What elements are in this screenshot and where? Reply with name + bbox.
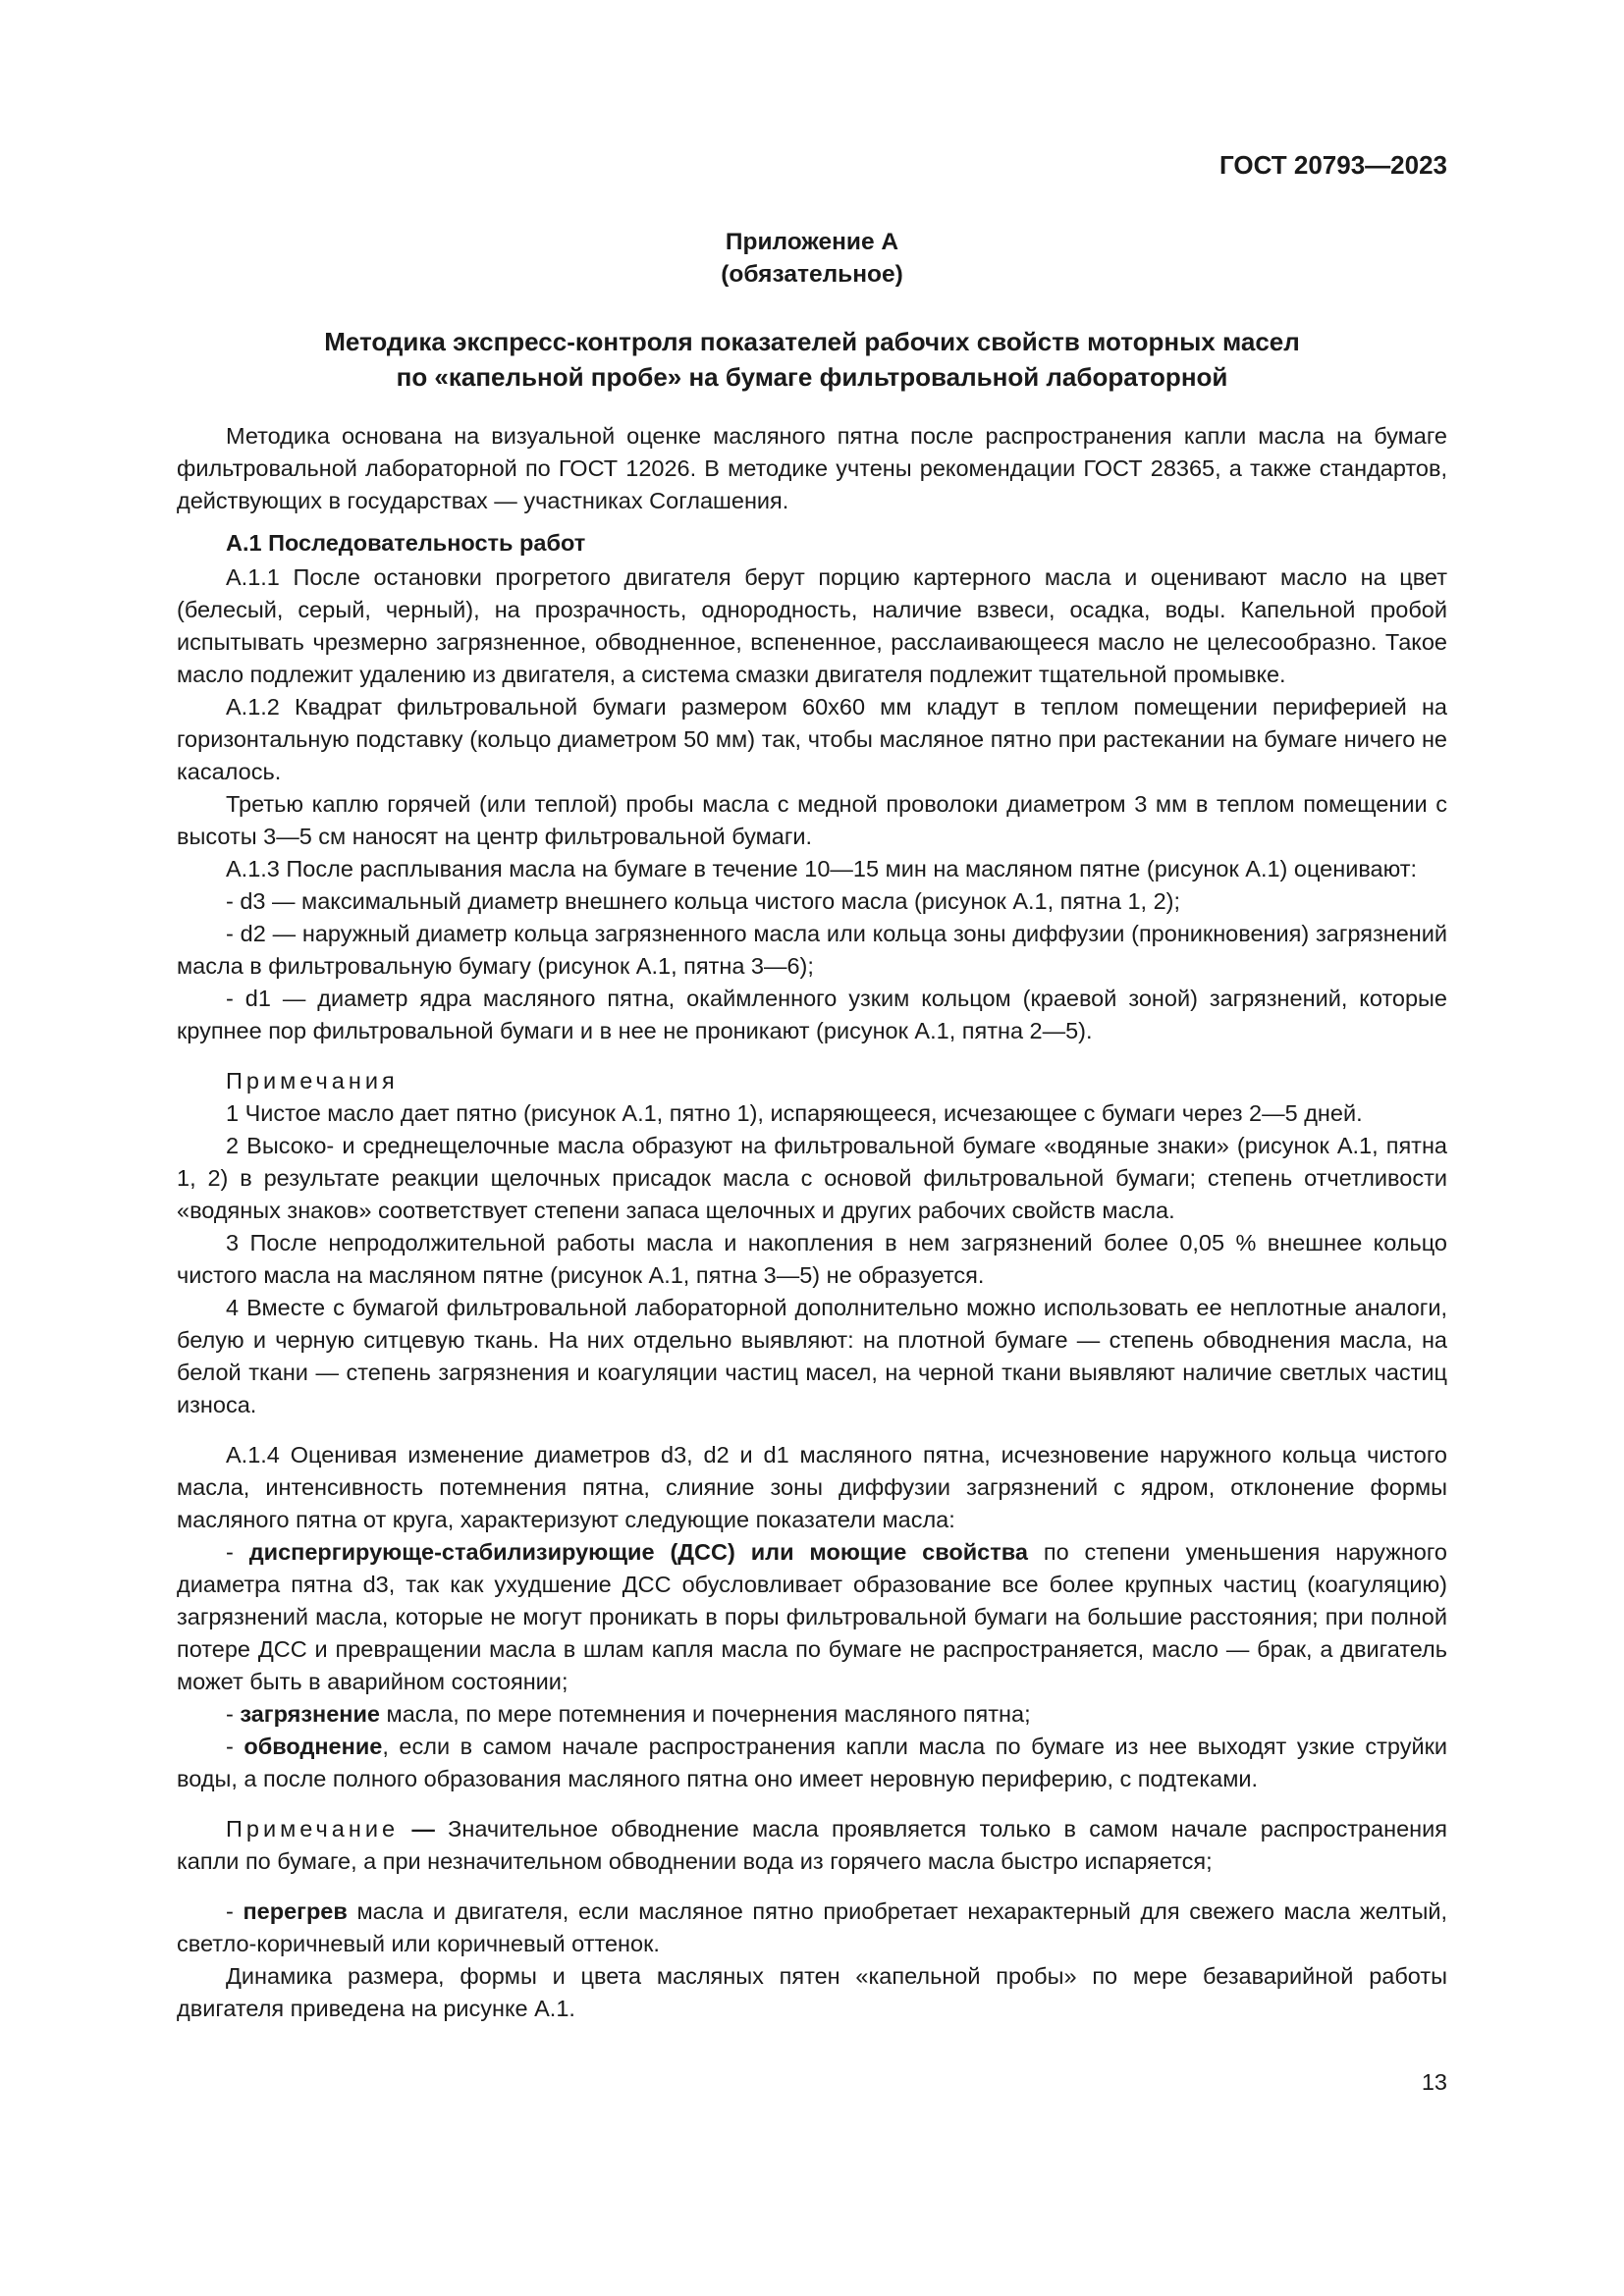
note-4: 4 Вместе с бумагой фильтровальной лабораторной дополнительно можно использовать ее неплотные аналоги, белую и черную ситцевую ткань. На них отдельно выявляют: на плотной бумаге — степень обводнения масла, на белой ткани — степень загрязнения и коагуляции частиц масел, на черной ткани выявляют наличие светлых частиц износа.	[177, 1295, 1447, 1417]
term-contamination: загрязнение	[240, 1701, 381, 1727]
intro-paragraph: Методика основана на визуальной оценке масляного пятна после распространения капли масла на бумаге фильтровальной лабораторной по ГОСТ 12026. В методике учтены рекомендации ГОСТ 28365, а также стандартов, действующих в государствах — участниках Соглашения.	[177, 423, 1447, 513]
list-item-contamination: - загрязнение масла, по мере потемнения и почернения масляного пятна;	[226, 1701, 1031, 1727]
appendix-status: (обязательное)	[721, 261, 903, 288]
note-3: 3 После непродолжительной работы масла и накопления в нем загрязнений более 0,05 % внешнее кольцо чистого масла на масляном пятне (рисунок А.1, пятна 3—5) не образуется.	[177, 1230, 1447, 1288]
notes-label: Примечания	[226, 1068, 399, 1094]
list-item-overheat: - перегрев масла и двигателя, если масляное пятно приобретает нехарактерный для свежего масла желтый, светло-коричневый или коричневый оттенок.	[177, 1898, 1447, 1956]
list-item-water: - обводнение, если в самом начале распространения капли масла по бумаге из нее выходят узкие струйки воды, а после полного образования масляного пятна оно имеет неровную периферию, с подтеками.	[177, 1734, 1447, 1791]
term-dss: диспергирующе-стабилизирующие (ДСС) или моющие свойства	[248, 1539, 1028, 1565]
list-item-dss: - диспергирующе-стабилизирующие (ДСС) или моющие свойства по степени уменьшения наружного диаметра пятна d3, так как ухудшение ДСС обусловливает образование все более крупных частиц (коагуляцию) загрязнений масла, которые не могут проникать в поры фильтровальной бумаги на большие расстояния; при полной потере ДСС и превращении масла в шлам капля масла по бумаге не распространяется, масло — брак, а двигатель может быть в аварийном состоянии;	[177, 1539, 1447, 1694]
text-dss: по степени уменьшения наружного диаметра пятна d3, так как ухудшение ДСС обусловливает образование все более крупных частиц (коагуляцию) загрязнений масла, которые не могут проникать в поры фильтровальной бумаги на большие расстояния; при полной потере ДСС и превращении масла в шлам капля масла по бумаге не распространяется, масло — брак, а двигатель может быть в аварийном состоянии;	[177, 1539, 1447, 1694]
appendix-title	[177, 226, 1447, 291]
note-label: Примечание	[226, 1816, 400, 1842]
page-number: 13	[1421, 2069, 1447, 2095]
document-code: ГОСТ 20793—2023	[1219, 150, 1447, 180]
section-heading-a1: А.1 Последовательность работ	[226, 530, 586, 556]
paragraph-drop: Третью каплю горячей (или теплой) пробы масла с медной проволоки диаметром 3 мм в теплом помещении с высоты 3—5 см наносят на центр фильтровальной бумаги.	[177, 791, 1447, 849]
term-water: обводнение	[244, 1734, 383, 1759]
text-water: , если в самом начале распространения капли масла по бумаге из нее выходят узкие струйки воды, а после полного образования масляного пятна оно имеет неровную периферию, с подтеками.	[177, 1734, 1447, 1791]
method-title-line-1: Методика экспресс-контроля показателей рабочих свойств моторных масел	[324, 327, 1300, 356]
text-overheat: масла и двигателя, если масляное пятно приобретает нехарактерный для свежего масла желтый, светло-коричневый или коричневый оттенок.	[177, 1898, 1447, 1956]
paragraph-a113: А.1.3 После расплывания масла на бумаге в течение 10—15 мин на масляном пятне (рисунок А.1) оценивают:	[226, 856, 1418, 881]
note-dash: —	[399, 1816, 449, 1842]
paragraph-a112: А.1.2 Квадрат фильтровальной бумаги размером 60х60 мм кладут в теплом помещении периферией на горизонтальную подставку (кольцо диаметром 50 мм) так, чтобы масляное пятно при растекании на бумаге ничего не касалось.	[177, 694, 1447, 784]
text-contamination: масла, по мере потемнения и почернения масляного пятна;	[380, 1701, 1031, 1727]
note-1: 1 Чистое масло дает пятно (рисунок А.1, пятно 1), испаряющееся, исчезающее с бумаги через 2—5 дней.	[226, 1100, 1363, 1126]
note-water-text: Значительное обводнение масла проявляется только в самом начале распространения капли по бумаге, а при незначительном обводнении вода из горячего масла быстро испаряется;	[177, 1816, 1448, 1874]
term-overheat: перегрев	[243, 1898, 348, 1924]
paragraph-a111: А.1.1 После остановки прогретого двигателя берут порцию картерного масла и оценивают масло на цвет (белесый, серый, черный), на прозрачность, однородность, наличие взвеси, осадка, воды. Капельной пробой испытывать чрезмерно загрязненное, обводненное, вспененное, расслаивающееся масло не целесообразно. Такое масло подлежит удалению из двигателя, а система смазки двигателя подлежит тщательной промывке.	[177, 564, 1447, 687]
list-item-d1: - d1 — диаметр ядра масляного пятна, окаймленного узким кольцом (краевой зоной) загрязнений, которые крупнее пор фильтровальной бумаги и в нее не проникают (рисунок А.1, пятна 2—5).	[177, 986, 1447, 1043]
method-title	[177, 324, 1447, 395]
list-item-d3: - d3 — максимальный диаметр внешнего кольца чистого масла (рисунок А.1, пятна 1, 2);	[226, 888, 1181, 914]
list-item-d2: - d2 — наружный диаметр кольца загрязненного масла или кольца зоны диффузии (проникновения) загрязнений масла в фильтровальную бумагу (рисунок А.1, пятна 3—6);	[177, 921, 1447, 979]
paragraph-dynamics: Динамика размера, формы и цвета масляных пятен «капельной пробы» по мере безаварийной работы двигателя приведена на рисунке А.1.	[177, 1963, 1447, 2021]
method-title-line-2: по «капельной пробе» на бумаге фильтровальной лабораторной	[396, 362, 1228, 392]
paragraph-a114: А.1.4 Оценивая изменение диаметров d3, d2 и d1 масляного пятна, исчезновение наружного кольца чистого масла, интенсивность потемнения пятна, слияние зоны диффузии загрязнений с ядром, отклонение формы масляного пятна от круга, характеризуют следующие показатели масла:	[177, 1442, 1447, 1532]
note-2: 2 Высоко- и среднещелочные масла образуют на фильтровальной бумаге «водяные знаки» (рисунок А.1, пятна 1, 2) в результате реакции щелочных присадок масла с основой фильтровальной бумаги; степень отчетливости «водяных знаков» соответствует степени запаса щелочных и других рабочих свойств масла.	[177, 1133, 1447, 1223]
appendix-label: Приложение А	[725, 229, 899, 255]
note-water	[177, 1813, 1447, 1878]
